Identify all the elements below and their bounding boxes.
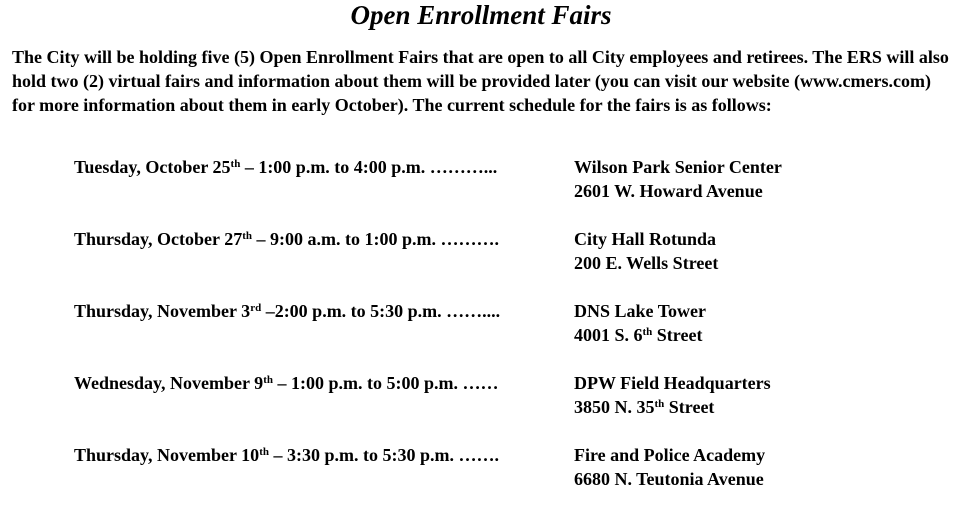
fair-address-main: 4001 S. 6	[574, 325, 643, 345]
fair-venue	[574, 155, 782, 203]
fair-address-main: 200 E. Wells Street	[574, 253, 719, 273]
fair-address-suffix: Street	[664, 397, 715, 417]
fair-time: – 1:00 p.m. to 5:00 p.m. ……	[272, 373, 499, 393]
fair-entry	[74, 155, 934, 227]
fair-address	[574, 179, 782, 203]
fair-address	[574, 323, 706, 347]
fair-date-time	[74, 299, 500, 323]
fair-entry	[74, 227, 934, 299]
fair-time: – 3:30 p.m. to 5:30 p.m. …….	[268, 445, 499, 465]
fair-address	[574, 467, 765, 491]
fair-address	[574, 395, 771, 419]
fair-date-time	[74, 227, 499, 251]
fair-address-main: 2601 W. Howard Avenue	[574, 181, 763, 201]
page-title: Open Enrollment Fairs	[350, 0, 612, 30]
fair-date-ordinal: rd	[250, 302, 262, 314]
fair-venue	[574, 227, 718, 275]
fair-venue	[574, 299, 706, 347]
fair-date: Thursday, November 10	[74, 445, 260, 465]
fair-date: Thursday, October 27	[74, 229, 243, 249]
fair-date: Tuesday, October 25	[74, 157, 231, 177]
fair-location: DNS Lake Tower	[574, 301, 707, 321]
fair-date-ordinal: th	[263, 374, 273, 386]
fair-location: Wilson Park Senior Center	[574, 157, 782, 177]
fair-address-ordinal: th	[642, 326, 653, 338]
fair-venue	[574, 371, 771, 419]
fair-entry	[74, 371, 934, 443]
fair-date-time	[74, 443, 499, 467]
fair-schedule	[74, 155, 934, 515]
fair-entry	[74, 443, 934, 515]
fair-time: – 9:00 a.m. to 1:00 p.m. ……….	[251, 229, 499, 249]
fair-date-ordinal: th	[230, 158, 241, 170]
fair-address-main: 6680 N. Teutonia Avenue	[574, 469, 764, 489]
fair-date: Wednesday, November 9	[74, 373, 264, 393]
fair-address-suffix: Street	[652, 325, 703, 345]
fair-location: City Hall Rotunda	[574, 229, 717, 249]
fair-date-time	[74, 371, 498, 395]
fair-time: –2:00 p.m. to 5:30 p.m. ……....	[261, 301, 501, 321]
fair-entry	[74, 299, 934, 371]
fair-location: Fire and Police Academy	[574, 445, 766, 465]
fair-date: Thursday, November 3	[74, 301, 251, 321]
fair-date-ordinal: th	[259, 446, 269, 458]
fair-address-main: 3850 N. 35	[574, 397, 655, 417]
fair-location: DPW Field Headquarters	[574, 373, 771, 393]
fair-address-ordinal: th	[654, 398, 665, 410]
fair-date-time	[74, 155, 497, 179]
fair-date-ordinal: th	[242, 230, 252, 242]
fair-venue	[574, 443, 765, 491]
fair-time: – 1:00 p.m. to 4:00 p.m. ………...	[240, 157, 498, 177]
intro-paragraph: The City will be holding five (5) Open Enrollment Fairs that are open to all City employees and retirees. The ERS will also hold two (2) virtual fairs and information about them will be provided later (you can visit our website (www.cmers.com) for more information about them in early October). The current schedule for the fairs is as follows:	[12, 47, 949, 115]
fair-address	[574, 251, 718, 275]
